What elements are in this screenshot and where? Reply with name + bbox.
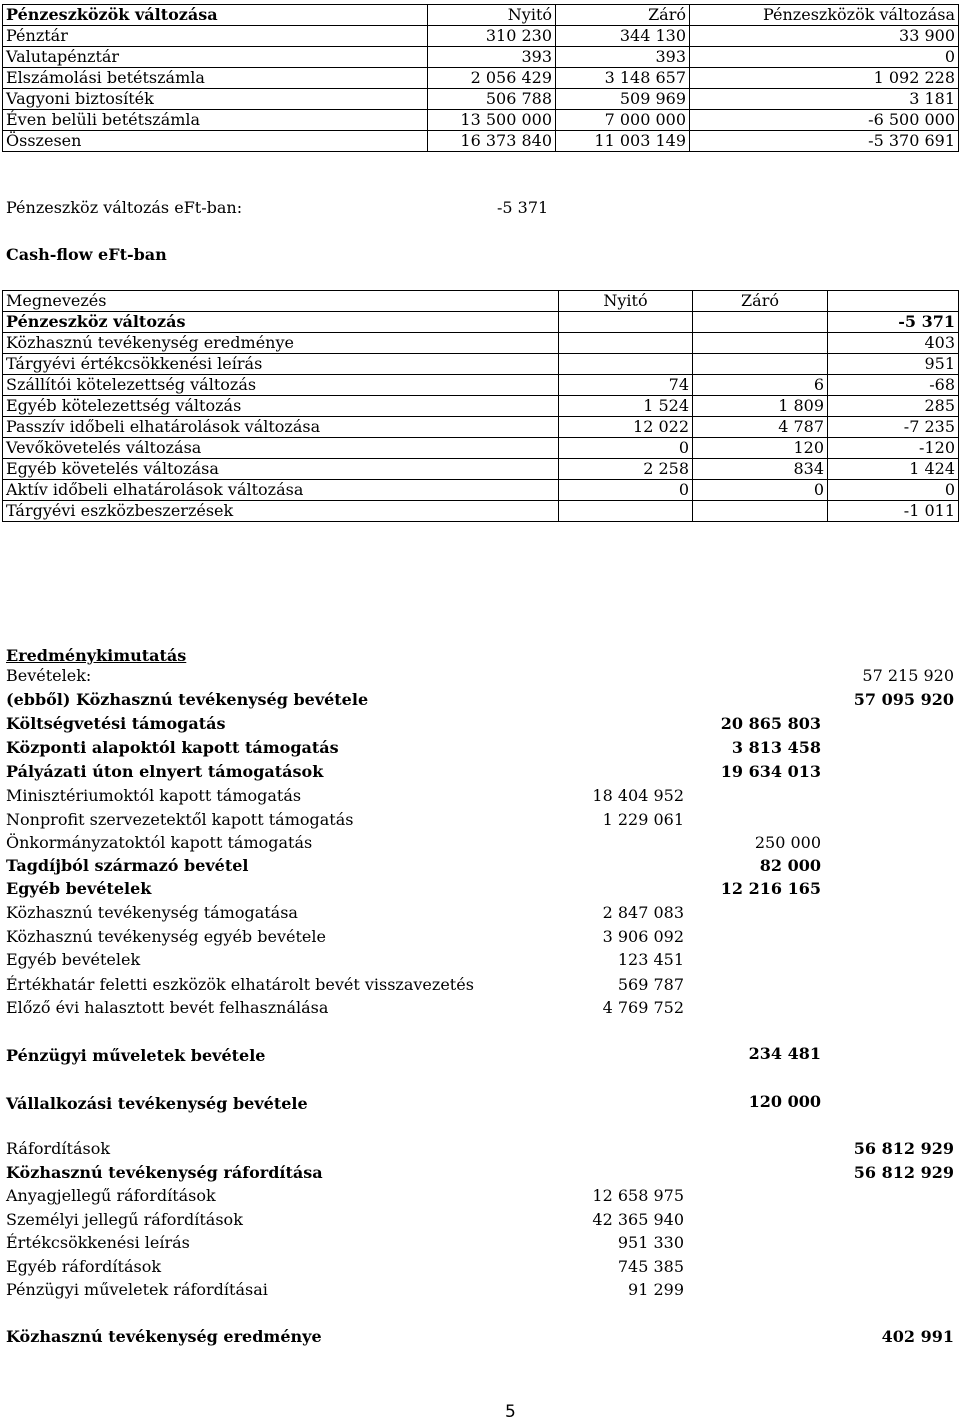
expense-amount: 951 330 (617, 1233, 684, 1252)
table-cell: 0 (828, 480, 959, 501)
table-cell: 1 809 (693, 396, 828, 417)
table-row (3, 89, 959, 110)
income-subtotal: 3 813 458 (731, 738, 821, 757)
income-line-label: Közhasznú tevékenység egyéb bevétele (6, 927, 326, 946)
table-cell: 74 (559, 375, 693, 396)
table-row (3, 333, 959, 354)
expense-line-label: Ráfordítások (6, 1139, 111, 1158)
table-cell: 393 (556, 47, 690, 68)
table-cell (559, 312, 693, 333)
table-cell: -68 (828, 375, 959, 396)
expense-line-label: Egyéb ráfordítások (6, 1257, 162, 1276)
header-cell (828, 291, 959, 312)
table-cell: 3 181 (690, 89, 959, 110)
table-cell: 11 003 149 (556, 131, 690, 152)
table-cell: Elszámolási betétszámla (3, 68, 428, 89)
table-cell: 6 (693, 375, 828, 396)
table-cell: -7 235 (828, 417, 959, 438)
expense-total: 56 812 929 (853, 1139, 954, 1158)
eft-change-label: Pénzeszköz változás eFt-ban: (6, 198, 243, 217)
result-value: 402 991 (881, 1327, 954, 1346)
table-header-row (3, 291, 959, 312)
income-subtotal: 12 216 165 (720, 879, 821, 898)
income-line-label: Költségvetési támogatás (6, 714, 226, 733)
income-line-label: Előző évi halasztott bevét felhasználása (6, 998, 329, 1017)
expense-total: 56 812 929 (853, 1163, 954, 1182)
table-row (3, 459, 959, 480)
table-cell: 33 900 (690, 26, 959, 47)
expense-amount: 42 365 940 (592, 1210, 684, 1229)
table-cell: Összesen (3, 131, 428, 152)
table-cell: 1 524 (559, 396, 693, 417)
table-cell: 403 (828, 333, 959, 354)
table-cell: Szállítói kötelezettség változás (3, 375, 559, 396)
table-row (3, 312, 959, 333)
business-income-label: Vállalkozási tevékenység bevétele (6, 1094, 308, 1113)
table-cell: 1 424 (828, 459, 959, 480)
expense-line-label: Értékcsökkenési leírás (6, 1233, 190, 1252)
table-cell (693, 312, 828, 333)
income-subtotal: 250 000 (754, 833, 821, 852)
header-cell: Megnevezés (3, 291, 559, 312)
table-cell: -5 371 (828, 312, 959, 333)
income-line-label: Bevételek: (6, 666, 92, 685)
income-line-label: Egyéb bevételek (6, 950, 141, 969)
expense-line-label: Személyi jellegű ráfordítások (6, 1210, 243, 1229)
income-line-label: Tagdíjból származó bevétel (6, 856, 249, 875)
table-row (3, 131, 959, 152)
income-line-label: Értékhatár feletti eszközök elhatárolt bevét visszavezetés (6, 975, 474, 994)
table-cell (693, 501, 828, 522)
table-cell: 7 000 000 (556, 110, 690, 131)
income-amount: 4 769 752 (602, 998, 684, 1017)
expense-line-label: Pénzügyi műveletek ráfordításai (6, 1280, 268, 1299)
expense-line-label: Közhasznú tevékenység ráfordítása (6, 1163, 323, 1182)
table-cell: Passzív időbeli elhatárolások változása (3, 417, 559, 438)
income-amount: 1 229 061 (602, 810, 684, 829)
header-cell: Nyitó (559, 291, 693, 312)
income-total: 57 215 920 (862, 666, 954, 685)
cashflow-title: Cash-flow eFt-ban (6, 245, 167, 264)
table-cell: 0 (693, 480, 828, 501)
page-number: 5 (505, 1402, 516, 1422)
table-row (3, 480, 959, 501)
expense-amount: 91 299 (628, 1280, 684, 1299)
table-cell: Vevőkövetelés változása (3, 438, 559, 459)
table-cell: -120 (828, 438, 959, 459)
table-cell: 509 969 (556, 89, 690, 110)
table-cell: 310 230 (428, 26, 556, 47)
table-cell: 344 130 (556, 26, 690, 47)
table-cell: 120 (693, 438, 828, 459)
table-cell: 16 373 840 (428, 131, 556, 152)
table-row (3, 354, 959, 375)
table-cell: Aktív időbeli elhatárolások változása (3, 480, 559, 501)
table-cell: Éven belüli betétszámla (3, 110, 428, 131)
table-cell (559, 354, 693, 375)
income-line-label: Egyéb bevételek (6, 879, 152, 898)
table-cell (693, 333, 828, 354)
table-cell: 393 (428, 47, 556, 68)
income-line-label: Központi alapoktól kapott támogatás (6, 738, 339, 757)
table-cell: 1 092 228 (690, 68, 959, 89)
table-cell: 4 787 (693, 417, 828, 438)
financial-income-label: Pénzügyi műveletek bevétele (6, 1046, 266, 1065)
eft-change-value: -5 371 (497, 198, 549, 217)
income-subtotal: 82 000 (759, 856, 821, 875)
table-cell: Tárgyévi eszközbeszerzések (3, 501, 559, 522)
income-amount: 2 847 083 (602, 903, 684, 922)
table-cell: 0 (690, 47, 959, 68)
income-title: Eredménykimutatás (6, 646, 187, 665)
income-subtotal: 20 865 803 (720, 714, 821, 733)
table-row (3, 417, 959, 438)
table-cell: 13 500 000 (428, 110, 556, 131)
header-cell: Pénzeszközök változása (3, 5, 428, 26)
financial-income-value: 234 481 (748, 1044, 821, 1063)
header-cell: Pénzeszközök változása (690, 5, 959, 26)
result-label: Közhasznú tevékenység eredménye (6, 1327, 322, 1346)
cashflow-table (2, 290, 959, 522)
income-amount: 569 787 (617, 975, 684, 994)
cash-assets-table (2, 4, 959, 152)
table-row (3, 396, 959, 417)
expense-amount: 12 658 975 (592, 1186, 684, 1205)
table-cell: 2 258 (559, 459, 693, 480)
income-amount: 123 451 (617, 950, 684, 969)
table-row (3, 47, 959, 68)
income-line-label: Nonprofit szervezetektől kapott támogatás (6, 810, 354, 829)
table-cell: Egyéb kötelezettség változás (3, 396, 559, 417)
business-income-value: 120 000 (748, 1092, 821, 1111)
table-row (3, 110, 959, 131)
table-cell: Vagyoni biztosíték (3, 89, 428, 110)
table-row (3, 68, 959, 89)
table-row (3, 375, 959, 396)
table-cell: 12 022 (559, 417, 693, 438)
table-cell: 285 (828, 396, 959, 417)
income-line-label: Minisztériumoktól kapott támogatás (6, 786, 302, 805)
table-cell: -6 500 000 (690, 110, 959, 131)
table-row (3, 438, 959, 459)
header-cell: Záró (556, 5, 690, 26)
table-cell: 834 (693, 459, 828, 480)
table-cell: -5 370 691 (690, 131, 959, 152)
table-cell: Egyéb követelés változása (3, 459, 559, 480)
table-cell: 951 (828, 354, 959, 375)
table-header-row (3, 5, 959, 26)
table-cell (693, 354, 828, 375)
table-cell: Tárgyévi értékcsökkenési leírás (3, 354, 559, 375)
header-cell: Záró (693, 291, 828, 312)
table-cell: 2 056 429 (428, 68, 556, 89)
table-cell: 3 148 657 (556, 68, 690, 89)
table-row (3, 501, 959, 522)
income-amount: 3 906 092 (602, 927, 684, 946)
table-cell (559, 501, 693, 522)
table-cell: -1 011 (828, 501, 959, 522)
income-line-label: Közhasznú tevékenység támogatása (6, 903, 298, 922)
income-line-label: Pályázati úton elnyert támogatások (6, 762, 324, 781)
table-cell: Pénztár (3, 26, 428, 47)
income-line-label: (ebből) Közhasznú tevékenység bevétele (6, 690, 369, 709)
table-cell: Közhasznú tevékenység eredménye (3, 333, 559, 354)
income-total: 57 095 920 (853, 690, 954, 709)
table-cell: 0 (559, 480, 693, 501)
header-cell: Nyitó (428, 5, 556, 26)
table-cell: 506 788 (428, 89, 556, 110)
table-cell: Pénzeszköz változás (3, 312, 559, 333)
table-cell: 0 (559, 438, 693, 459)
table-row (3, 26, 959, 47)
expense-amount: 745 385 (617, 1257, 684, 1276)
income-line-label: Önkormányzatoktól kapott támogatás (6, 833, 313, 852)
table-cell: Valutapénztár (3, 47, 428, 68)
income-subtotal: 19 634 013 (720, 762, 821, 781)
table-cell (559, 333, 693, 354)
income-amount: 18 404 952 (592, 786, 684, 805)
expense-line-label: Anyagjellegű ráfordítások (6, 1186, 216, 1205)
